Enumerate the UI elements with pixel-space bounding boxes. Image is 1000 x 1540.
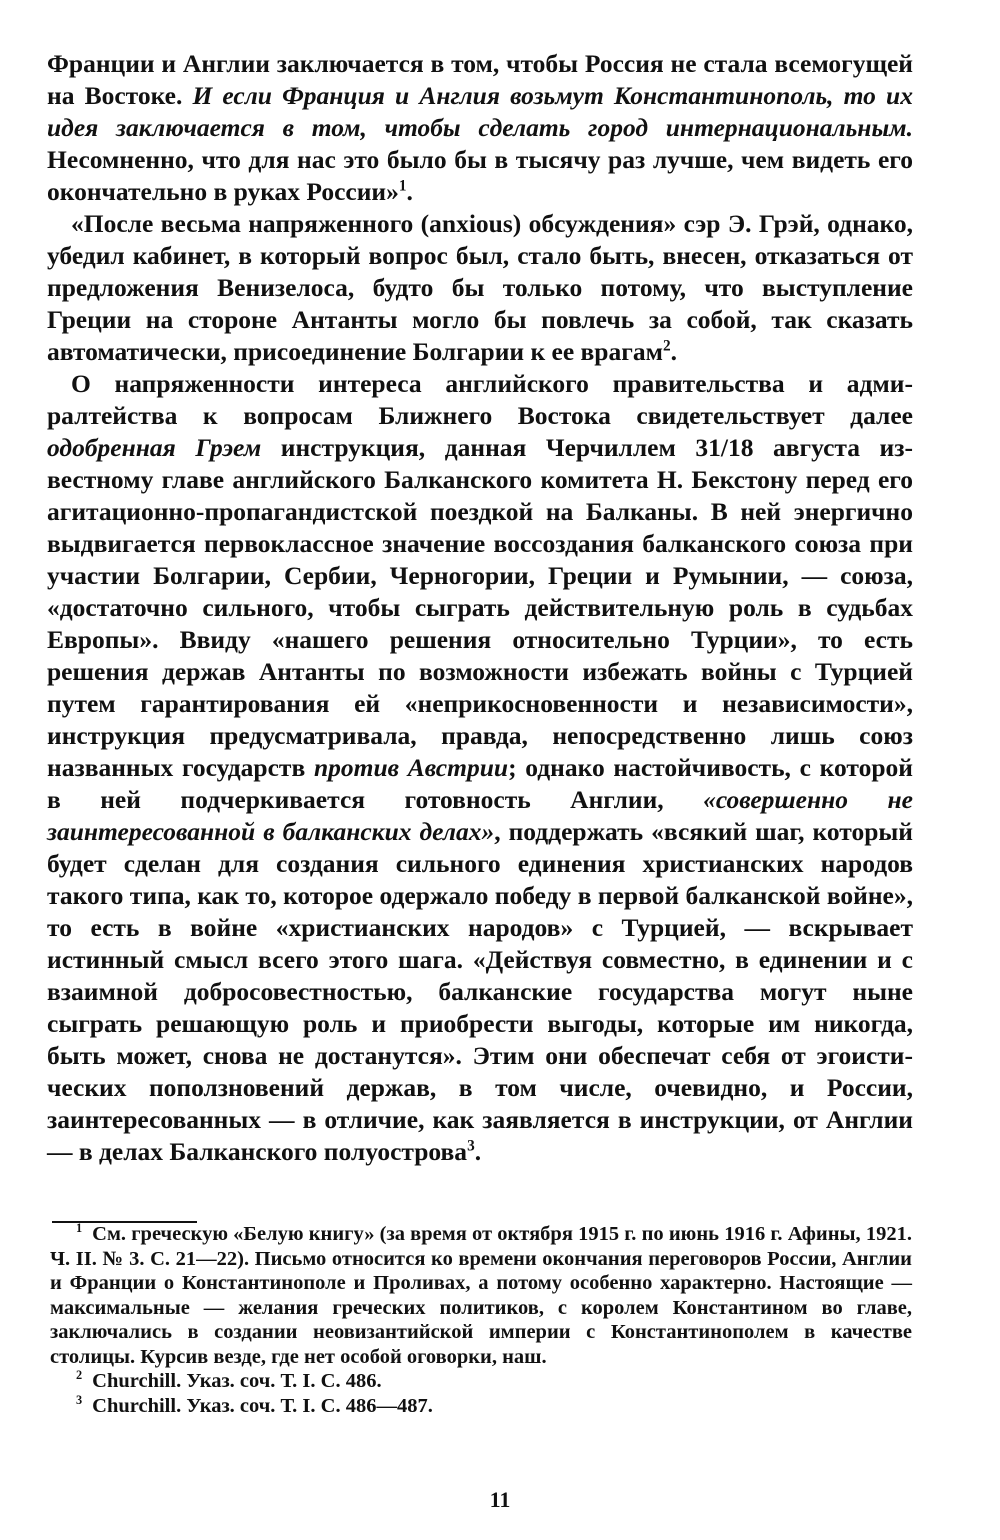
- paragraph-2-text: «После весьма напряженного (anxious) обсуждения» сэр Э. Грэй, однако, убедил кабинет, в который вопрос был, стало быть, внесен, отказаться от предложения Венизелоса, будто бы только потому, что выступление Греции на стороне Антанты могло бы повлечь за собой, так сказать автоматически, присоединение Болгарии к ее врагам: [47, 209, 913, 366]
- paragraph-1: [47, 48, 913, 208]
- paragraph-1-text-cont: Несомненно, что для нас это было бы в тысячу раз лучше, чем видеть его окончательно в руках России»: [47, 145, 913, 206]
- paragraph-3-text-2: инструкция, данная Черчиллем 31/18 августа известному главе английского Балканского комитета Н. Бекстону перед его агитационно-пропагандистской поездкой на Балканы. В ней энергично выдвигается первоклассное значение воссоздания балканского союза при участии Болгарии, Сербии, Черногории, Греции и Румынии, — союза, «достаточно сильного, чтобы сыграть действительную роль в судьбах Европы». Ввиду «нашего решения относительно Турции», то есть решения держав Антанты по возможности избежать войны с Турцией путем гарантирования ей «неприкосновенности и независимости», инструкция предусматривала, правда, непосредственно лишь союз названных государств: [47, 433, 913, 782]
- paragraph-3-italic-3: «совершенно не заинтересованной в балканских делах»: [47, 785, 913, 846]
- paragraph-3-text: О напряженности интереса английского правительства и адмиралтейства к вопросам Ближнего Востока свидетельствует далее: [47, 369, 913, 430]
- paragraph-3-italic-1: одобренная Грэем: [47, 433, 262, 462]
- footnote-3-mark: 3: [76, 1392, 83, 1407]
- page-number: 11: [489, 1487, 511, 1512]
- paragraph-2-end: .: [670, 337, 677, 366]
- footnote-2-mark: 2: [76, 1368, 83, 1383]
- footnote-3: [50, 1394, 912, 1419]
- footnote-1-text: См. греческую «Белую книгу» (за время от октября 1915 г. по июнь 1916 г. Афины, 1921. Ч. II. № 3. С. 21—22). Письмо относится ко времени окончания переговоров России, Англии и Франции о Константинополе и Проливах, а потому особенно характерно. Настоящие — максимальные — желания греческих политиков, с королем Константином во главе, заключались в создании неовизантийской империи с Константинополем в качестве столицы. Курсив везде, где нет особой оговорки, наш.: [50, 1223, 912, 1368]
- paragraph-3-text-4: , поддержать «всякий шаг, который будет сделан для создания сильного единения христианских народов такого типа, как то, которое одержало победу в первой балканской войне», то есть в войне «христианских народов» с Турцией, — вскрывает истинный смысл всего этого шага. «Действуя совместно, в единении и с взаимной добросовестностью, балканские государства могут ныне сыграть решающую роль и приобрести выгоды, которые им никогда, быть может, снова не достанутся». Этим они обеспечат себя от эгоистических поползновений держав, в том числе, очевидно, и России, заинтересованных — в отличие, как заявляется в инструкции, от Англии — в делах Балканского полуострова: [47, 817, 913, 1166]
- paragraph-3-text-3: ; однако настойчивость, с которой в ней подчеркивается готовность Англии,: [47, 753, 913, 814]
- footnote-3-text: Churchill. Указ. соч. Т. I. С. 486—487.: [92, 1394, 433, 1417]
- paragraph-3-end: .: [474, 1137, 482, 1166]
- footnote-1-mark: 1: [76, 1221, 83, 1236]
- main-text: [47, 48, 913, 1168]
- paragraph-1-text: Франции и Англии заключается в том, чтобы Россия не стала всемогущей на Востоке.: [47, 49, 913, 110]
- footnote-ref-2: 2: [662, 337, 671, 355]
- paragraph-3-italic-2: против Австрии: [313, 753, 509, 782]
- footnote-1: [50, 1222, 912, 1369]
- footnotes: [50, 1222, 912, 1418]
- footnote-ref-3: 3: [467, 1137, 475, 1155]
- paragraph-1-italic: И если Франция и Англия возьмут Константинополь, то их идея заключается в том, чтобы сделать город интернациональным.: [47, 81, 913, 142]
- footnote-2-text: Churchill. Указ. соч. Т. I. С. 486.: [92, 1370, 382, 1392]
- paragraph-3: [47, 368, 913, 1168]
- footnote-2: [50, 1369, 912, 1394]
- paragraph-1-end: .: [406, 177, 413, 206]
- footnote-ref-1: 1: [398, 177, 407, 195]
- paragraph-2: [47, 208, 913, 368]
